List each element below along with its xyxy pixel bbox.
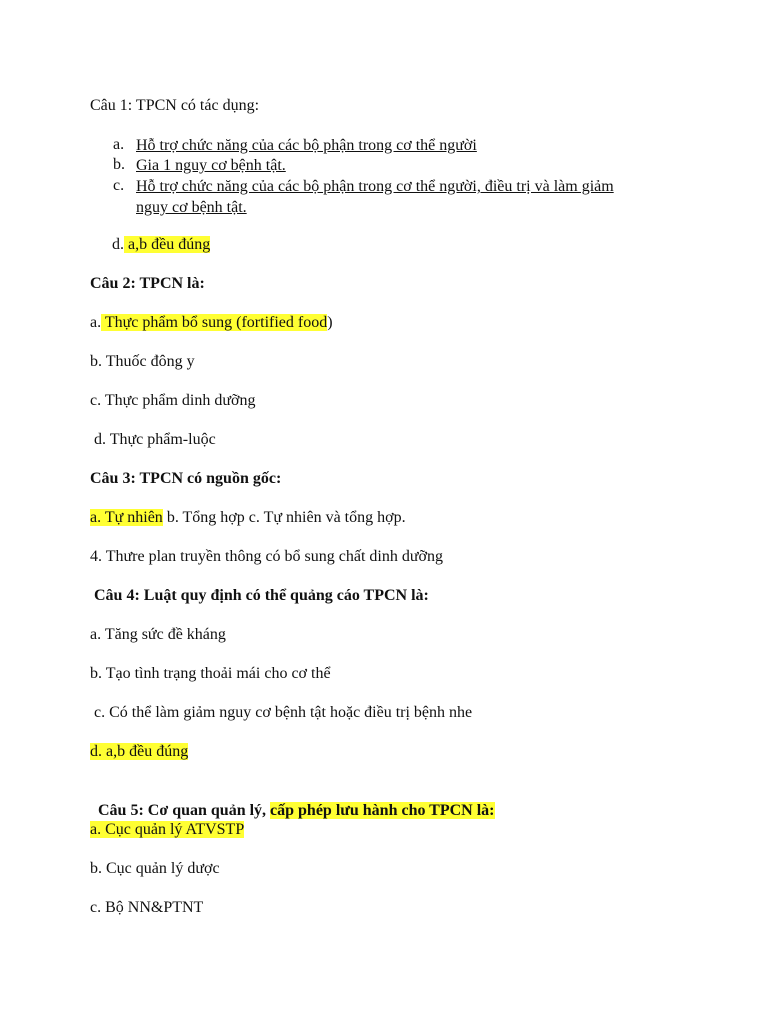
q4-option-b: b. Tạo tình trạng thoải mái cho cơ thể: [90, 665, 331, 682]
q1-option-d-answer: a,b đều đúng: [124, 236, 211, 253]
q1-option-d: [112, 235, 210, 255]
q5-option-a-answer: a. Cục quản lý ATVSTP: [90, 821, 245, 838]
q2-title: Câu 2: TPCN là:: [90, 275, 205, 292]
q5-option-a: [90, 820, 244, 840]
q1-option-a: Hỗ trợ chức năng của các bộ phận trong cơ thể người: [136, 137, 477, 154]
q2-option-a-answer: Thực phẩm bổ sung (fortified food: [101, 314, 328, 331]
q4-option-d: [90, 742, 188, 762]
q3-option-a-answer: a. Tự nhiên: [90, 509, 163, 526]
q1-option-b-marker: b.: [113, 156, 125, 173]
q4-title: Câu 4: Luật quy định có thể quảng cáo TPCN là:: [90, 587, 429, 604]
q2-option-c: c. Thực phẩm dinh dưỡng: [90, 392, 256, 409]
q4-option-c: c. Có thể làm giảm nguy cơ bệnh tật hoặc điều trị bệnh nhe: [90, 704, 473, 721]
q5-title: [90, 781, 495, 821]
q2-option-a: [90, 313, 333, 333]
q2-option-a-marker: a.: [90, 314, 102, 331]
q4-option-a: a. Tăng sức đề kháng: [90, 626, 226, 643]
q5-option-c: c. Bộ NN&PTNT: [90, 899, 204, 916]
q1-title: Câu 1: TPCN có tác dụng:: [90, 97, 260, 114]
q2-option-d: d. Thực phẩm-luộc: [90, 431, 216, 448]
q3-options: [90, 508, 406, 528]
q3-question-4: 4. Thưre plan truyền thông có bổ sung chất dinh dưỡng: [90, 548, 444, 565]
q1-option-b: Gia 1 nguy cơ bệnh tật.: [136, 157, 286, 174]
q2-option-a-tail: ): [327, 314, 333, 331]
q5-title-highlight: cấp phép lưu hành cho TPCN là:: [270, 802, 495, 819]
q5-option-b: b. Cục quản lý dược: [90, 860, 220, 877]
q3-options-rest: b. Tổng hợp c. Tự nhiên và tổng hợp.: [162, 509, 406, 526]
q5-title-start: Câu 5: Cơ quan quản lý,: [98, 802, 271, 819]
q1-option-c-cont: nguy cơ bệnh tật.: [136, 199, 247, 216]
q4-option-d-answer: d. a,b đều đúng: [90, 743, 189, 760]
q1-option-c: Hỗ trợ chức năng của các bộ phận trong cơ thể người, điều trị và làm giảm: [136, 178, 614, 195]
q3-title: Câu 3: TPCN có nguồn gốc:: [90, 470, 282, 487]
q1-option-d-marker: d.: [112, 236, 124, 253]
q2-option-b: b. Thuốc đông y: [90, 353, 195, 370]
q1-option-a-marker: a.: [113, 136, 125, 153]
q1-option-c-marker: c.: [113, 177, 125, 194]
